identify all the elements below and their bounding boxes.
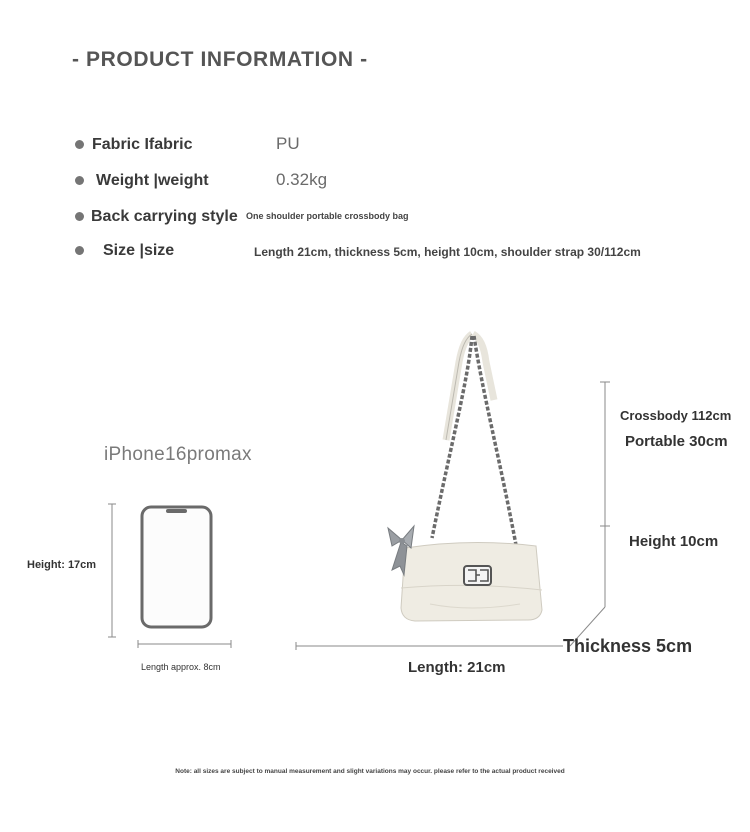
spec-value-carry-style: One shoulder portable crossbody bag	[246, 211, 409, 221]
portable-length-label: Portable 30cm	[625, 433, 728, 450]
bag-length-line	[296, 642, 563, 650]
spec-label-carry-style: Back carrying style	[91, 208, 238, 225]
spec-value-fabric: PU	[276, 134, 300, 153]
spec-value-weight: 0.32kg	[276, 170, 328, 189]
bag-length-label: Length: 21cm	[408, 659, 506, 676]
spec-label-fabric: Fabric Ifabric	[92, 136, 193, 153]
bag-thickness-label: Thickness 5cm	[563, 636, 693, 656]
crossbody-length-label: Crossbody 112cm	[620, 408, 732, 423]
phone-height-line	[108, 504, 116, 637]
spec-label-size: Size |size	[103, 242, 175, 259]
reference-phone-name: iPhone16promax	[104, 444, 252, 465]
phone-height-label: Height: 17cm	[27, 559, 97, 571]
spec-label-weight: Weight |weight	[96, 172, 209, 189]
phone-length-label: Length approx. 8cm	[141, 662, 221, 672]
page-title: - PRODUCT INFORMATION -	[72, 48, 368, 71]
bag-height-label: Height 10cm	[629, 533, 719, 550]
size-disclaimer-note: Note: all sizes are subject to manual measurement and slight variations may occur. please refer to the actual product received	[175, 768, 565, 775]
phone-icon	[142, 507, 211, 627]
bag-image	[388, 334, 542, 621]
phone-length-line	[138, 640, 231, 648]
spec-value-size: Length 21cm, thickness 5cm, height 10cm, shoulder strap 30/112cm	[254, 245, 641, 259]
bag-height-line	[600, 382, 610, 607]
